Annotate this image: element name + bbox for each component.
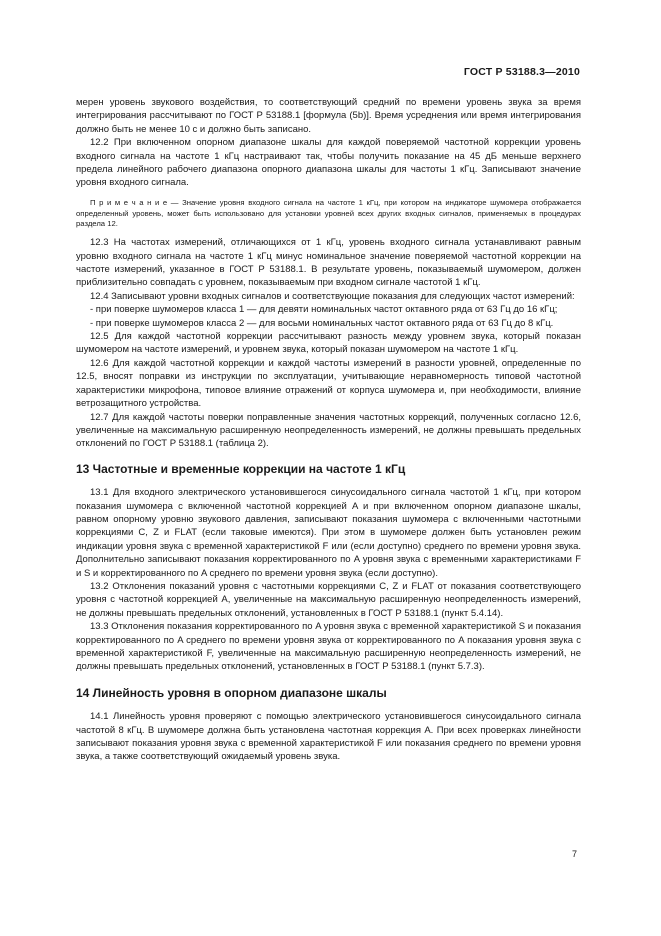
paragraph-12-7: 12.7 Для каждой частоты поверки поправленные значения частотных коррекций, полученных согласно 12.6, увеличенные на максимальную расширенную неопределенность измерений, не должны превышать предельных отклонений по ГОСТ Р 53188.1 (таблица 2).: [76, 411, 581, 450]
page-content: [76, 96, 581, 764]
paragraph-12-5: 12.5 Для каждой частотной коррекции рассчитывают разность между уровнем звука, который показан шумомером на частоте измерений, и уровнем звука, который показан шумомером на частоте 1 кГц.: [76, 331, 581, 356]
paragraph-14-1: 14.1 Линейность уровня проверяют с помощью электрического установившегося синусоидального сигнала частотой 8 кГц. В шумомере должна быть установлена частотная коррекция A. При всех проверках линейности записывают показания уровня звука с временной характеристикой F или показания среднего по времени уровня звука, а также соответствующий ожидаемый уровень звука.: [76, 711, 581, 763]
paragraph-12-3: 12.3 На частотах измерений, отличающихся от 1 кГц, уровень входного сигнала устанавливают равным уровню входного сигнала на частоте 1 кГц минус номинальное значение поверяемой частотной коррекции на частоте измерений, указанное в ГОСТ Р 53188.1. В результате уровень, показываемый шумомером, должен приблизительно совпадать с уровнем, показываемым при входном сигнале частотой 1 кГц.: [76, 237, 581, 289]
page-number: 7: [572, 849, 578, 859]
paragraph-12-2: 12.2 При включенном опорном диапазоне шкалы для каждой поверяемой частотной коррекции уровень входного сигнала на частоте 1 кГц настраивают так, чтобы получить показание на 45 дБ меньше верхнего предела линейного рабочего диапазона опорного диапазона шкалы для частоты 1 кГц. Записывают значение уровня входного сигнала.: [76, 137, 581, 189]
document-header: ГОСТ Р 53188.3—2010: [463, 66, 580, 78]
paragraph-12-6: 12.6 Для каждой частотной коррекции и каждой частоты измерений в разности уровней, определенные по 12.5, вносят поправки из инструкции по эксплуатации, учитывающие неравномерность типовой частотной характеристики микрофона, типовое влияние отражений от корпуса шумомера и, при необходимости, влияние ветрозащитного устройства.: [76, 357, 581, 410]
paragraph-13-1: 13.1 Для входного электрического установившегося синусоидального сигнала частотой 1 кГц, при котором показания шумомера с включенной частотной коррекцией A и при включенном опорном диапазоне шкалы, равном опорному уровню звукового давления, записывают показания шумомера с включенными частотными коррекциями C, Z и FLAT (если таковые имеются). При этом в шумомере должен быть установлен режим индикации уровня звука с временной характеристикой F или (если доступно) среднего по времени уровня звука. Дополнительно записывают показания корректированного по A уровня звука с временными характеристиками F и S и корректированного по A среднего по времени уровня звука (если доступно).: [76, 487, 581, 579]
list-item-class-1: - при поверке шумомеров класса 1 — для девяти номинальных частот октавного ряда от 63 Гц до 16 кГц;: [90, 304, 558, 316]
section-heading-13: 13 Частотные и временные коррекции на частоте 1 кГц: [76, 461, 406, 476]
note-text: П р и м е ч а н и е — Значение уровня входного сигнала на частоте 1 кГц, при котором на индикаторе шумомера отображается определенный уровень, может быть использовано для установки уровней всех других входных сигналов, применяемых в процедурах раздела 12.: [76, 197, 581, 229]
paragraph-13-2: 13.2 Отклонения показаний уровня с частотными коррекциями C, Z и FLAT от показания соответствующего уровня с частотной коррекцией A, увеличенные на максимальную расширенную неопределенность измерений, не должны превышать предельных отклонений, установленных в ГОСТ Р 53188.1 (пункт 5.4.14).: [76, 580, 581, 619]
paragraph-continuation: мерен уровень звукового воздействия, то соответствующий средний по времени уровень звука за время интегрирования рассчитывают по ГОСТ Р 53188.1 [формула (5b)]. Время усреднения или время интегрирования должно быть не менее 10 с и должно быть записано.: [76, 97, 581, 135]
paragraph-13-3: 13.3 Отклонения показания корректированного по A уровня звука с временной характеристикой S и показания корректированного по A среднего по времени уровня звука от корректированного по A показания уровня звука с временной характеристикой F, увеличенные на максимальную расширенную неопределенность измерений, не должны превышать предельных отклонений, установленных в ГОСТ Р 53188.1 (пункт 5.7.3).: [76, 621, 581, 673]
section-heading-14: 14 Линейность уровня в опорном диапазоне шкалы: [76, 685, 387, 700]
list-item-class-2: - при поверке шумомеров класса 2 — для восьми номинальных частот октавного ряда от 63 Гц до 8 кГц.: [90, 317, 554, 329]
paragraph-12-4: 12.4 Записывают уровни входных сигналов и соответствующие показания для следующих частот измерений:: [90, 290, 575, 302]
